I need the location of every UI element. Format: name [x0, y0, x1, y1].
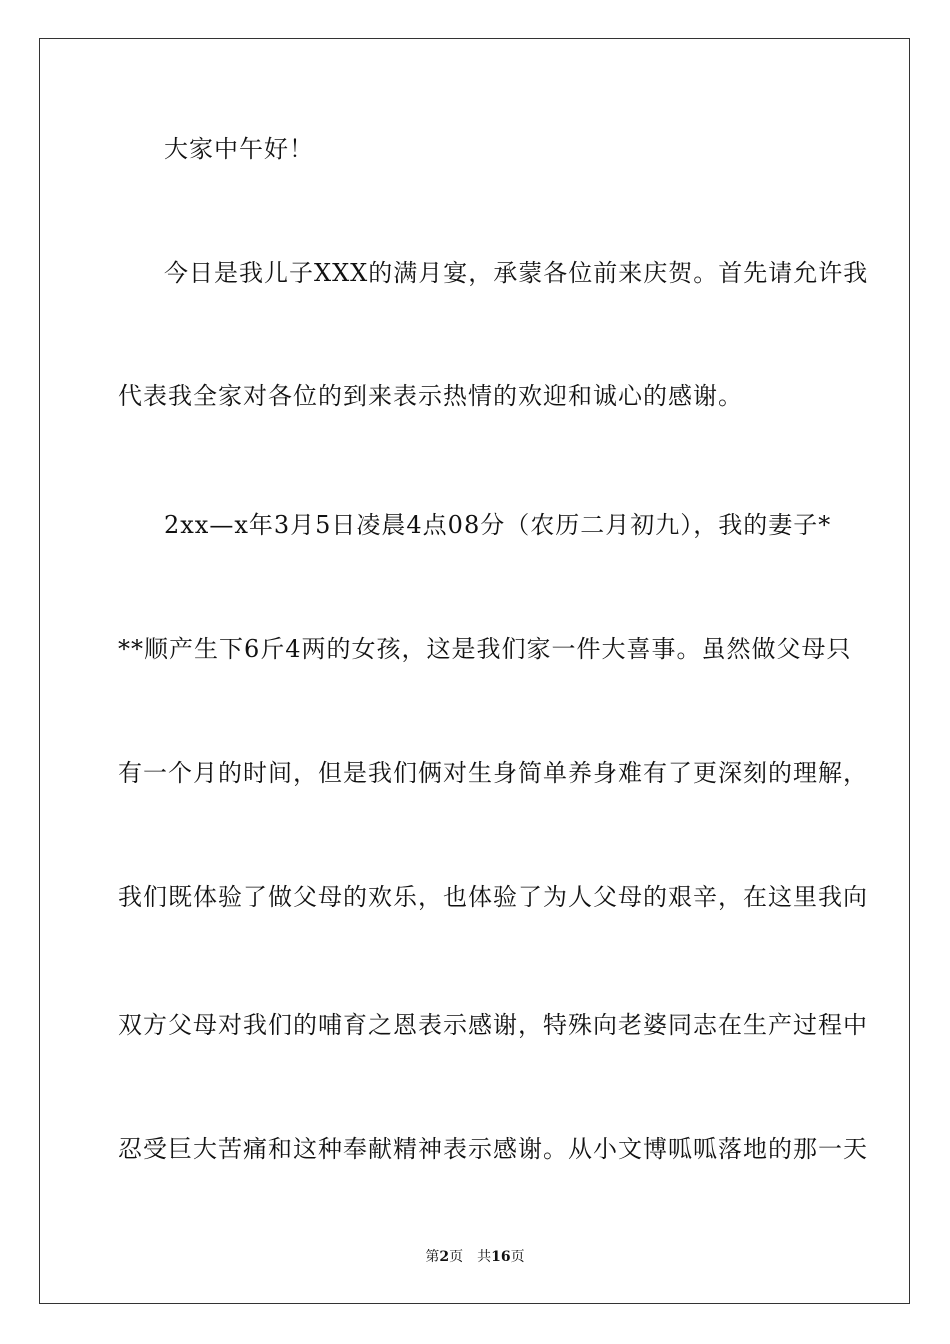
paragraph-line: 代表我全家对各位的到来表示热情的欢迎和诚心的感谢。	[118, 382, 743, 410]
total-prefix: 共	[477, 1249, 492, 1265]
page-border	[39, 38, 910, 1304]
paragraph-line: 我们既体验了做父母的欢乐，也体验了为人父母的艰辛，在这里我向	[118, 883, 868, 911]
page-number: 2	[439, 1249, 450, 1265]
page-suffix: 页	[449, 1249, 464, 1265]
total-suffix: 页	[510, 1249, 525, 1265]
paragraph-line: 有一个月的时间，但是我们俩对生身简单养身难有了更深刻的理解，	[118, 759, 868, 787]
paragraph-line: 忍受巨大苦痛和这种奉献精神表示感谢。从小文博呱呱落地的那一天	[118, 1135, 868, 1163]
paragraph-line: 今日是我儿子XXX的满月宴，承蒙各位前来庆贺。首先请允许我	[164, 259, 869, 287]
greeting-line: 大家中午好！	[164, 135, 314, 163]
total-pages: 16	[491, 1249, 511, 1265]
paragraph-line: 2xx—x年3月5日凌晨4点08分（农历二月初九），我的妻子*	[164, 511, 832, 539]
paragraph-line: 双方父母对我们的哺育之恩表示感谢，特殊向老婆同志在生产过程中	[118, 1011, 868, 1039]
page-prefix: 第	[425, 1249, 440, 1265]
page-footer	[0, 1247, 950, 1267]
paragraph-line: **顺产生下6斤4两的女孩，这是我们家一件大喜事。虽然做父母只	[118, 635, 852, 663]
